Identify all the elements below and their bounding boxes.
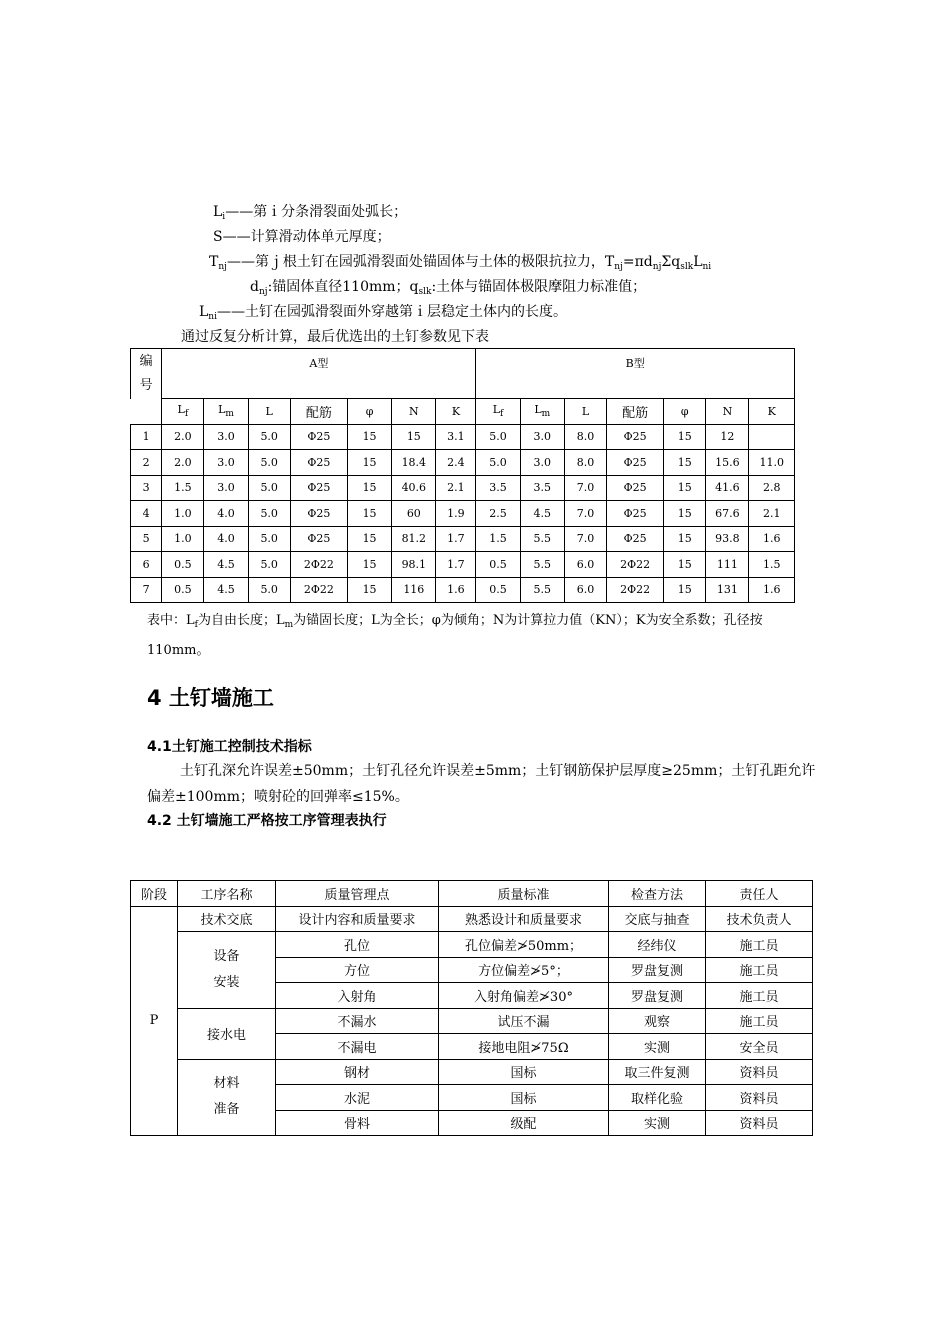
header-standard: 质量标准 (439, 881, 609, 907)
table-cell: 资料员 (706, 1110, 813, 1136)
table-cell: 资料员 (706, 1085, 813, 1111)
header-method: 检查方法 (609, 881, 706, 907)
table-cell: 15 (347, 526, 391, 552)
table-row (131, 450, 795, 476)
formula-dnj-line: $d_{nj}$:锚固体直径110mm；$q_{slk}$:土体与锚固体极限摩阻力标准值； (250, 279, 647, 297)
table-cell: 4 (131, 501, 162, 527)
table-cell: 3.0 (520, 450, 564, 476)
table-cell: 观察 (609, 1008, 706, 1034)
table-cell: 11.0 (749, 450, 795, 476)
table-cell: 7.0 (564, 526, 606, 552)
table-cell: 2 (131, 450, 162, 476)
section-4-1-text: 土钉孔深允许误差±50mm；土钉孔径允许误差±5mm；土钉钢筋保护层厚度≥25mm；土钉孔距允许偏差±100mm；喷射砼的回弹率≤15%。 (147, 763, 816, 805)
table-cell: 入射角 (276, 983, 439, 1009)
table-cell: 1.6 (436, 577, 476, 603)
table-cell: 方位偏差≯5°； (439, 957, 609, 983)
type-a-header: A型 (162, 349, 476, 399)
col-n-b: N (706, 399, 749, 425)
table-row (131, 552, 795, 578)
table-cell: 15 (664, 526, 706, 552)
table-cell: 15 (664, 450, 706, 476)
col-lm-b: $L_m$ (520, 399, 564, 425)
table-cell (749, 424, 795, 450)
table-cell: 8.0 (564, 450, 606, 476)
table-cell: 施工员 (706, 983, 813, 1009)
col-k-b: K (749, 399, 795, 425)
table-cell: 取三件复测 (609, 1059, 706, 1085)
table-cell: 4.0 (204, 501, 248, 527)
table-cell: 98.1 (392, 552, 436, 578)
table-cell: 施工员 (706, 1008, 813, 1034)
table-cell: 116 (392, 577, 436, 603)
table-cell: 1.5 (162, 475, 204, 501)
table-intro: 通过反复分析计算，最后优选出的土钉参数见下表 (181, 329, 489, 345)
table-cell: 方位 (276, 957, 439, 983)
table-cell: 经纬仪 (609, 932, 706, 958)
table-cell: 2.1 (749, 501, 795, 527)
formula-li-line: $L_i——$第ｉ分条滑裂面处弧长； (213, 204, 408, 222)
table-cell: 5 (131, 526, 162, 552)
header-control-point: 质量管理点 (276, 881, 439, 907)
equip-group: 设备 安装 (178, 932, 276, 1009)
type-b-header: B型 (476, 349, 795, 399)
table-note: 表中：$L_f$为自由长度；$L_m$为锚固长度；L为全长；φ为倾角；N为计算拉力值（KN）；K为安全系数；孔径按110mm。 (147, 613, 763, 658)
table-cell: 不漏电 (276, 1034, 439, 1060)
table-cell: 国标 (439, 1085, 609, 1111)
tech-responsible: 技术负责人 (706, 906, 813, 932)
table-cell: 国标 (439, 1059, 609, 1085)
table-cell: 5.5 (520, 552, 564, 578)
table-cell: 实测 (609, 1110, 706, 1136)
table-cell: 资料员 (706, 1059, 813, 1085)
table-cell: 级配 (439, 1110, 609, 1136)
table-cell: Φ25 (607, 501, 664, 527)
table-cell: 5.5 (520, 577, 564, 603)
table-cell: 安全员 (706, 1034, 813, 1060)
table-cell: 131 (706, 577, 749, 603)
table-cell: 孔位偏差≯50mm； (439, 932, 609, 958)
table-cell: 试压不漏 (439, 1008, 609, 1034)
formula-lni-line: $L_{ni}——$土钉在园弧滑裂面外穿越第ｉ层稳定土体内的长度。 (199, 304, 567, 322)
table-cell: 2.0 (162, 450, 204, 476)
col-lm-a: $L_m$ (204, 399, 248, 425)
col-k-a: K (436, 399, 476, 425)
table-cell: 5.0 (248, 501, 290, 527)
col-lf-b: $L_f$ (476, 399, 520, 425)
table-cell: 2.8 (749, 475, 795, 501)
table-cell: 2.1 (436, 475, 476, 501)
table-cell: 7.0 (564, 501, 606, 527)
header-responsible: 责任人 (706, 881, 813, 907)
material-group: 材料 准备 (178, 1059, 276, 1136)
table-cell: 5.0 (248, 450, 290, 476)
table-cell: 取样化验 (609, 1085, 706, 1111)
table-cell: 5.0 (248, 475, 290, 501)
table-cell: 15 (664, 475, 706, 501)
table-cell: 15.6 (706, 450, 749, 476)
table-cell: 孔位 (276, 932, 439, 958)
table-cell: 3.0 (204, 475, 248, 501)
table-cell: 1.6 (749, 577, 795, 603)
table-cell: 入射角偏差≯30° (439, 983, 609, 1009)
table-cell: 1.6 (749, 526, 795, 552)
tech-standard: 熟悉设计和质量要求 (439, 906, 609, 932)
table-cell: Φ25 (607, 475, 664, 501)
table-cell: 15 (347, 552, 391, 578)
table-cell: 0.5 (476, 552, 520, 578)
table-cell: 15 (392, 424, 436, 450)
table-cell: 0.5 (162, 552, 204, 578)
header-process: 工序名称 (178, 881, 276, 907)
formula-tnj-line: $T_{nj}——$第ｊ根土钉在园弧滑裂面处锚固体与土体的极限抗拉力，$T_{nj}=\pi d_{nj}\Sigma q_{slk}L_{ni}$ (209, 254, 712, 272)
number-header: 编 号 (131, 349, 162, 399)
table-cell: 40.6 (392, 475, 436, 501)
table-cell: 7.0 (564, 475, 606, 501)
table-cell: 4.0 (204, 526, 248, 552)
col-rebar-a: 配筋 (290, 399, 347, 425)
table-cell: 41.6 (706, 475, 749, 501)
table-cell: 0.5 (476, 577, 520, 603)
table-cell: Φ25 (290, 475, 347, 501)
table-cell: Φ25 (290, 424, 347, 450)
table-cell: 6 (131, 552, 162, 578)
table-cell: 1 (131, 424, 162, 450)
table-cell: 3.0 (204, 424, 248, 450)
col-l-a: L (248, 399, 290, 425)
table-cell: 5.0 (476, 424, 520, 450)
table-cell: 2Φ22 (607, 577, 664, 603)
table-cell: 施工员 (706, 957, 813, 983)
table-cell: 15 (347, 475, 391, 501)
table-cell: Φ25 (607, 526, 664, 552)
stage-cell: P (131, 906, 178, 1136)
table-cell: 7 (131, 577, 162, 603)
table-cell: 15 (347, 450, 391, 476)
table-cell: 15 (347, 577, 391, 603)
table-cell: 3.5 (476, 475, 520, 501)
table-cell: 6.0 (564, 577, 606, 603)
table-cell: 3.0 (204, 450, 248, 476)
table-cell: 接地电阻≯75Ω (439, 1034, 609, 1060)
section-4-2-title: 4.2 土钉墙施工严格按工序管理表执行 (147, 813, 387, 829)
table-cell: Φ25 (290, 450, 347, 476)
table-row (131, 475, 795, 501)
col-phi-a: φ (347, 399, 391, 425)
col-n-a: N (392, 399, 436, 425)
process-management-table (130, 880, 813, 1136)
table-cell: 水泥 (276, 1085, 439, 1111)
table-cell: 18.4 (392, 450, 436, 476)
table-cell: 5.0 (248, 552, 290, 578)
table-cell: 1.0 (162, 501, 204, 527)
table-cell: Φ25 (607, 450, 664, 476)
col-l-b: L (564, 399, 606, 425)
table-cell: 施工员 (706, 932, 813, 958)
table-row (131, 501, 795, 527)
table-cell: 12 (706, 424, 749, 450)
table-row (131, 424, 795, 450)
table-cell: 实测 (609, 1034, 706, 1060)
table-cell: 4.5 (204, 577, 248, 603)
table-cell: 0.5 (162, 577, 204, 603)
table-cell: 罗盘复测 (609, 957, 706, 983)
table-cell: 罗盘复测 (609, 983, 706, 1009)
table-cell: 81.2 (392, 526, 436, 552)
table-cell: 不漏水 (276, 1008, 439, 1034)
table-cell: 5.0 (248, 526, 290, 552)
table-cell: 1.5 (476, 526, 520, 552)
table-cell: 67.6 (706, 501, 749, 527)
table-cell: 15 (664, 424, 706, 450)
table-cell: 2Φ22 (290, 577, 347, 603)
table-cell: 1.0 (162, 526, 204, 552)
table-cell: 5.5 (520, 526, 564, 552)
table-cell: 15 (664, 501, 706, 527)
table-cell: 5.0 (476, 450, 520, 476)
table-cell: 4.5 (520, 501, 564, 527)
table-cell: 5.0 (248, 424, 290, 450)
table-cell: 111 (706, 552, 749, 578)
table-row (131, 526, 795, 552)
table-cell: 15 (347, 424, 391, 450)
table-cell: 8.0 (564, 424, 606, 450)
col-lf-a: $L_f$ (162, 399, 204, 425)
table-cell: 2Φ22 (290, 552, 347, 578)
table-cell: 6.0 (564, 552, 606, 578)
table-cell: 2Φ22 (607, 552, 664, 578)
table-row (131, 577, 795, 603)
table-cell: 1.9 (436, 501, 476, 527)
table-cell: Φ25 (290, 501, 347, 527)
table-cell: 93.8 (706, 526, 749, 552)
tech-method: 交底与抽查 (609, 906, 706, 932)
header-blank (131, 399, 162, 425)
table-cell: 骨料 (276, 1110, 439, 1136)
table-cell: 钢材 (276, 1059, 439, 1085)
header-stage: 阶段 (131, 881, 178, 907)
nail-parameter-table (130, 348, 795, 603)
table-cell: 15 (664, 552, 706, 578)
tech-point: 设计内容和质量要求 (276, 906, 439, 932)
table-cell: 2.0 (162, 424, 204, 450)
table-cell: 1.5 (749, 552, 795, 578)
table-cell: 1.7 (436, 526, 476, 552)
formula-s-line: S——计算滑动体单元厚度； (213, 229, 391, 245)
table-cell: 3.1 (436, 424, 476, 450)
table-cell: Φ25 (290, 526, 347, 552)
section-4-title: 4 土钉墙施工 (147, 686, 274, 710)
table-cell: 15 (347, 501, 391, 527)
table-cell: 3.5 (520, 475, 564, 501)
table-cell: 2.4 (436, 450, 476, 476)
table-cell: Φ25 (607, 424, 664, 450)
table-cell: 4.5 (204, 552, 248, 578)
water-group: 接水电 (178, 1008, 276, 1059)
table-cell: 2.5 (476, 501, 520, 527)
table-cell: 60 (392, 501, 436, 527)
table-cell: 3.0 (520, 424, 564, 450)
col-phi-b: φ (664, 399, 706, 425)
table-cell: 1.7 (436, 552, 476, 578)
table-cell: 5.0 (248, 577, 290, 603)
table-cell: 15 (664, 577, 706, 603)
tech-process: 技术交底 (178, 906, 276, 932)
col-rebar-b: 配筋 (607, 399, 664, 425)
section-4-1-title: 4.1土钉施工控制技术指标 (147, 739, 312, 755)
table-cell: 3 (131, 475, 162, 501)
